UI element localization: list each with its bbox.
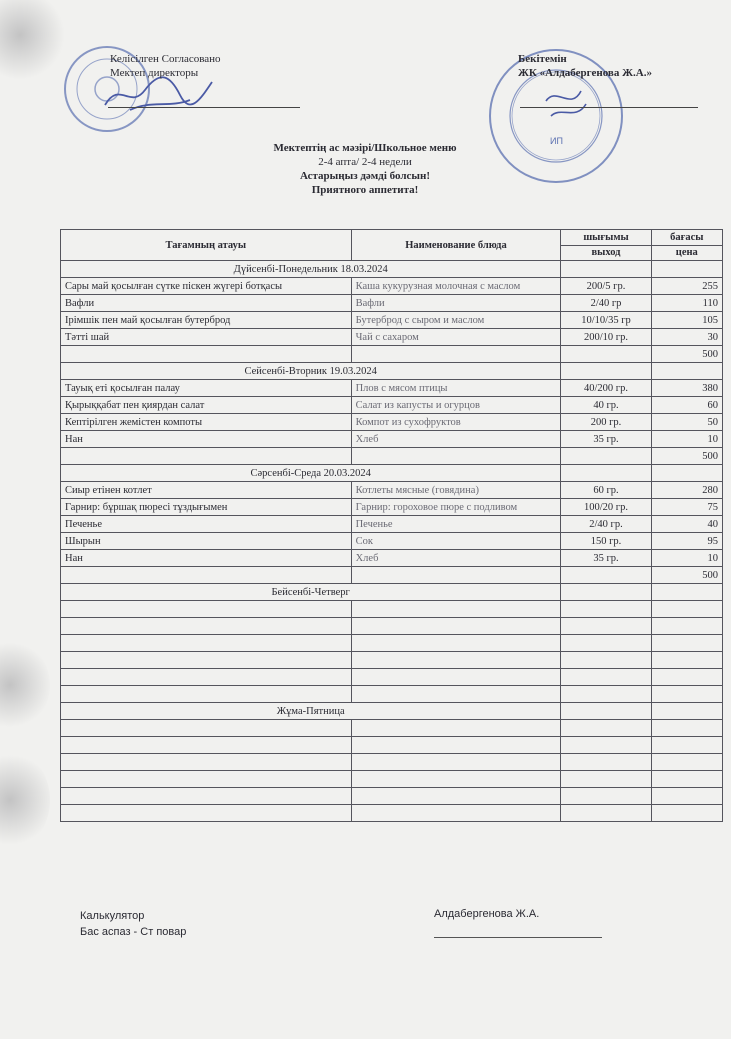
dish-name-kz: Печенье [61, 516, 352, 533]
dish-name-kz: Кептірілген жемістен компоты [61, 414, 352, 431]
day-row [61, 584, 723, 601]
empty-cell [561, 686, 651, 703]
dish-row [61, 397, 723, 414]
dish-name-kz: Нан [61, 550, 352, 567]
signature-line-right [520, 107, 698, 108]
day-label: Сейсенбі-Вторник 19.03.2024 [61, 363, 561, 380]
empty-cell [561, 788, 651, 805]
empty-cell [61, 805, 352, 822]
dish-output: 200/5 гр. [561, 278, 651, 295]
empty-cell [651, 363, 722, 380]
menu-table [60, 229, 723, 822]
dish-row [61, 482, 723, 499]
col-header-ru: Наименование блюда [351, 230, 561, 261]
empty-cell [561, 703, 651, 720]
empty-cell [61, 601, 352, 618]
dish-name-ru: Каша кукурузная молочная с маслом [351, 278, 561, 295]
smudge-bottom-left [0, 750, 50, 850]
empty-cell [651, 601, 722, 618]
empty-cell [61, 652, 352, 669]
day-total-row [61, 567, 723, 584]
dish-name-kz: Ірімшік пен май қосылған бутерброд [61, 312, 352, 329]
empty-cell [651, 618, 722, 635]
dish-output: 2/40 гр [561, 295, 651, 312]
dish-output: 150 гр. [561, 533, 651, 550]
day-row [61, 465, 723, 482]
day-label: Дүйсенбі-Понедельник 18.03.2024 [61, 261, 561, 278]
dish-row [61, 295, 723, 312]
dish-name-ru: Сок [351, 533, 561, 550]
empty-cell [651, 788, 722, 805]
empty-cell [61, 720, 352, 737]
empty-cell [61, 635, 352, 652]
dish-name-ru: Чай с сахаром [351, 329, 561, 346]
empty-cell [561, 584, 651, 601]
dish-name-ru: Вафли [351, 295, 561, 312]
empty-cell [61, 737, 352, 754]
empty-row [61, 737, 723, 754]
title-line2: 2-4 апта/ 2-4 недели [318, 156, 412, 168]
empty-cell [351, 771, 561, 788]
dish-price: 105 [651, 312, 722, 329]
empty-cell [61, 686, 352, 703]
dish-output: 40/200 гр. [561, 380, 651, 397]
empty-cell [561, 754, 651, 771]
empty-cell [651, 720, 722, 737]
day-label: Сәрсенбі-Среда 20.03.2024 [61, 465, 561, 482]
empty-cell [61, 771, 352, 788]
empty-cell [561, 346, 651, 363]
dish-output: 35 гр. [561, 431, 651, 448]
day-total: 500 [651, 448, 722, 465]
approval-right-line1: Бекітемін [518, 53, 567, 65]
dish-name-kz: Сиыр етінен котлет [61, 482, 352, 499]
dish-price: 110 [651, 295, 722, 312]
dish-name-ru: Компот из сухофруктов [351, 414, 561, 431]
empty-row [61, 771, 723, 788]
dish-row [61, 533, 723, 550]
empty-cell [651, 669, 722, 686]
dish-output: 35 гр. [561, 550, 651, 567]
header-row [61, 230, 723, 246]
day-row [61, 703, 723, 720]
empty-cell [351, 567, 561, 584]
dish-price: 30 [651, 329, 722, 346]
footer-calculator: Калькулятор [80, 910, 145, 922]
empty-cell [351, 720, 561, 737]
dish-name-ru: Бутерброд с сыром и маслом [351, 312, 561, 329]
dish-price: 40 [651, 516, 722, 533]
empty-cell [561, 737, 651, 754]
empty-row [61, 720, 723, 737]
empty-cell [651, 771, 722, 788]
empty-row [61, 754, 723, 771]
smudge-top-left [0, 0, 65, 80]
empty-cell [561, 465, 651, 482]
dish-price: 255 [651, 278, 722, 295]
dish-name-ru: Хлеб [351, 431, 561, 448]
empty-cell [61, 346, 352, 363]
empty-row [61, 635, 723, 652]
empty-cell [351, 737, 561, 754]
empty-cell [651, 703, 722, 720]
empty-cell [61, 788, 352, 805]
dish-price: 95 [651, 533, 722, 550]
approval-left-line1: Келісілген Согласовано [110, 53, 221, 65]
col-header-price-kz: бағасы [651, 230, 722, 246]
dish-name-kz: Тәтті шай [61, 329, 352, 346]
empty-cell [61, 618, 352, 635]
dish-output: 200 гр. [561, 414, 651, 431]
empty-row [61, 805, 723, 822]
dish-row [61, 550, 723, 567]
footer-left [80, 908, 186, 940]
title-line3: Астарыңыз дәмді болсын! [299, 170, 431, 182]
dish-name-ru: Хлеб [351, 550, 561, 567]
empty-cell [651, 805, 722, 822]
dish-row [61, 414, 723, 431]
dish-name-kz: Сары май қосылған сүтке піскен жүгері ботқасы [61, 278, 352, 295]
empty-cell [351, 669, 561, 686]
empty-cell [651, 754, 722, 771]
col-header-price-ru: цена [651, 245, 722, 261]
day-total: 500 [651, 567, 722, 584]
day-row [61, 261, 723, 278]
empty-cell [561, 771, 651, 788]
empty-cell [651, 261, 722, 278]
dish-name-kz: Шырын [61, 533, 352, 550]
empty-cell [351, 448, 561, 465]
col-header-out-ru: выход [561, 245, 651, 261]
title-line4: Приятного аппетита! [311, 184, 419, 196]
dish-name-ru: Печенье [351, 516, 561, 533]
title-line1: Мектептің ас мәзірі/Школьное меню [273, 142, 457, 154]
empty-cell [61, 567, 352, 584]
footer-signer-name: Алдабергенова Ж.А. [434, 908, 540, 920]
dish-name-ru: Котлеты мясные (говядина) [351, 482, 561, 499]
dish-row [61, 380, 723, 397]
empty-cell [61, 669, 352, 686]
empty-cell [561, 669, 651, 686]
empty-cell [561, 635, 651, 652]
dish-name-kz: Нан [61, 431, 352, 448]
empty-cell [351, 686, 561, 703]
smudge-left [0, 640, 50, 730]
signature-line-left [108, 107, 300, 108]
stamp-ip-label: ИП [550, 136, 563, 146]
empty-row [61, 669, 723, 686]
empty-row [61, 686, 723, 703]
day-total-row [61, 448, 723, 465]
dish-row [61, 499, 723, 516]
empty-cell [351, 652, 561, 669]
empty-cell [561, 448, 651, 465]
dish-price: 10 [651, 550, 722, 567]
approval-right-line2: ЖК «Алдабергенова Ж.А.» [518, 67, 652, 79]
day-row [61, 363, 723, 380]
empty-cell [561, 618, 651, 635]
empty-cell [651, 686, 722, 703]
empty-cell [351, 788, 561, 805]
col-header-out-kz: шығымы [561, 230, 651, 246]
dish-output: 10/10/35 гр [561, 312, 651, 329]
empty-cell [351, 635, 561, 652]
empty-cell [351, 346, 561, 363]
empty-cell [61, 754, 352, 771]
empty-cell [561, 363, 651, 380]
day-label: Бейсенбі-Четверг [61, 584, 561, 601]
empty-row [61, 652, 723, 669]
dish-name-ru: Салат из капусты и огурцов [351, 397, 561, 414]
dish-output: 200/10 гр. [561, 329, 651, 346]
menu-title [240, 141, 490, 197]
empty-cell [651, 737, 722, 754]
empty-cell [351, 754, 561, 771]
dish-output: 2/40 гр. [561, 516, 651, 533]
dish-name-kz: Гарнир: бұршақ пюресі тұздығымен [61, 499, 352, 516]
empty-cell [351, 618, 561, 635]
footer-chef: Бас аспаз - Ст повар [80, 926, 187, 938]
approval-left-line2: Мектеп директоры [110, 67, 199, 79]
empty-cell [351, 601, 561, 618]
dish-output: 100/20 гр. [561, 499, 651, 516]
col-header-kz: Тағамның атауы [61, 230, 352, 261]
empty-cell [651, 652, 722, 669]
dish-row [61, 431, 723, 448]
empty-cell [561, 652, 651, 669]
empty-cell [351, 805, 561, 822]
empty-cell [651, 465, 722, 482]
dish-row [61, 278, 723, 295]
approval-left [110, 52, 221, 80]
empty-cell [561, 601, 651, 618]
footer-signature-line [434, 937, 602, 938]
day-total: 500 [651, 346, 722, 363]
dish-name-kz: Қырыққабат пен қиярдан салат [61, 397, 352, 414]
dish-row [61, 329, 723, 346]
empty-cell [651, 635, 722, 652]
empty-cell [651, 584, 722, 601]
dish-name-kz: Вафли [61, 295, 352, 312]
day-label: Жұма-Пятница [61, 703, 561, 720]
dish-price: 380 [651, 380, 722, 397]
dish-name-ru: Гарнир: гороховое пюре с подливом [351, 499, 561, 516]
dish-name-kz: Тауық еті қосылған палау [61, 380, 352, 397]
empty-cell [61, 448, 352, 465]
dish-price: 60 [651, 397, 722, 414]
dish-price: 75 [651, 499, 722, 516]
dish-output: 40 гр. [561, 397, 651, 414]
empty-row [61, 601, 723, 618]
empty-cell [561, 720, 651, 737]
empty-row [61, 618, 723, 635]
dish-price: 10 [651, 431, 722, 448]
dish-row [61, 312, 723, 329]
empty-cell [561, 567, 651, 584]
empty-cell [561, 805, 651, 822]
empty-cell [561, 261, 651, 278]
approval-right [518, 52, 652, 80]
day-total-row [61, 346, 723, 363]
dish-price: 50 [651, 414, 722, 431]
dish-price: 280 [651, 482, 722, 499]
dish-name-ru: Плов с мясом птицы [351, 380, 561, 397]
dish-row [61, 516, 723, 533]
empty-row [61, 788, 723, 805]
dish-output: 60 гр. [561, 482, 651, 499]
